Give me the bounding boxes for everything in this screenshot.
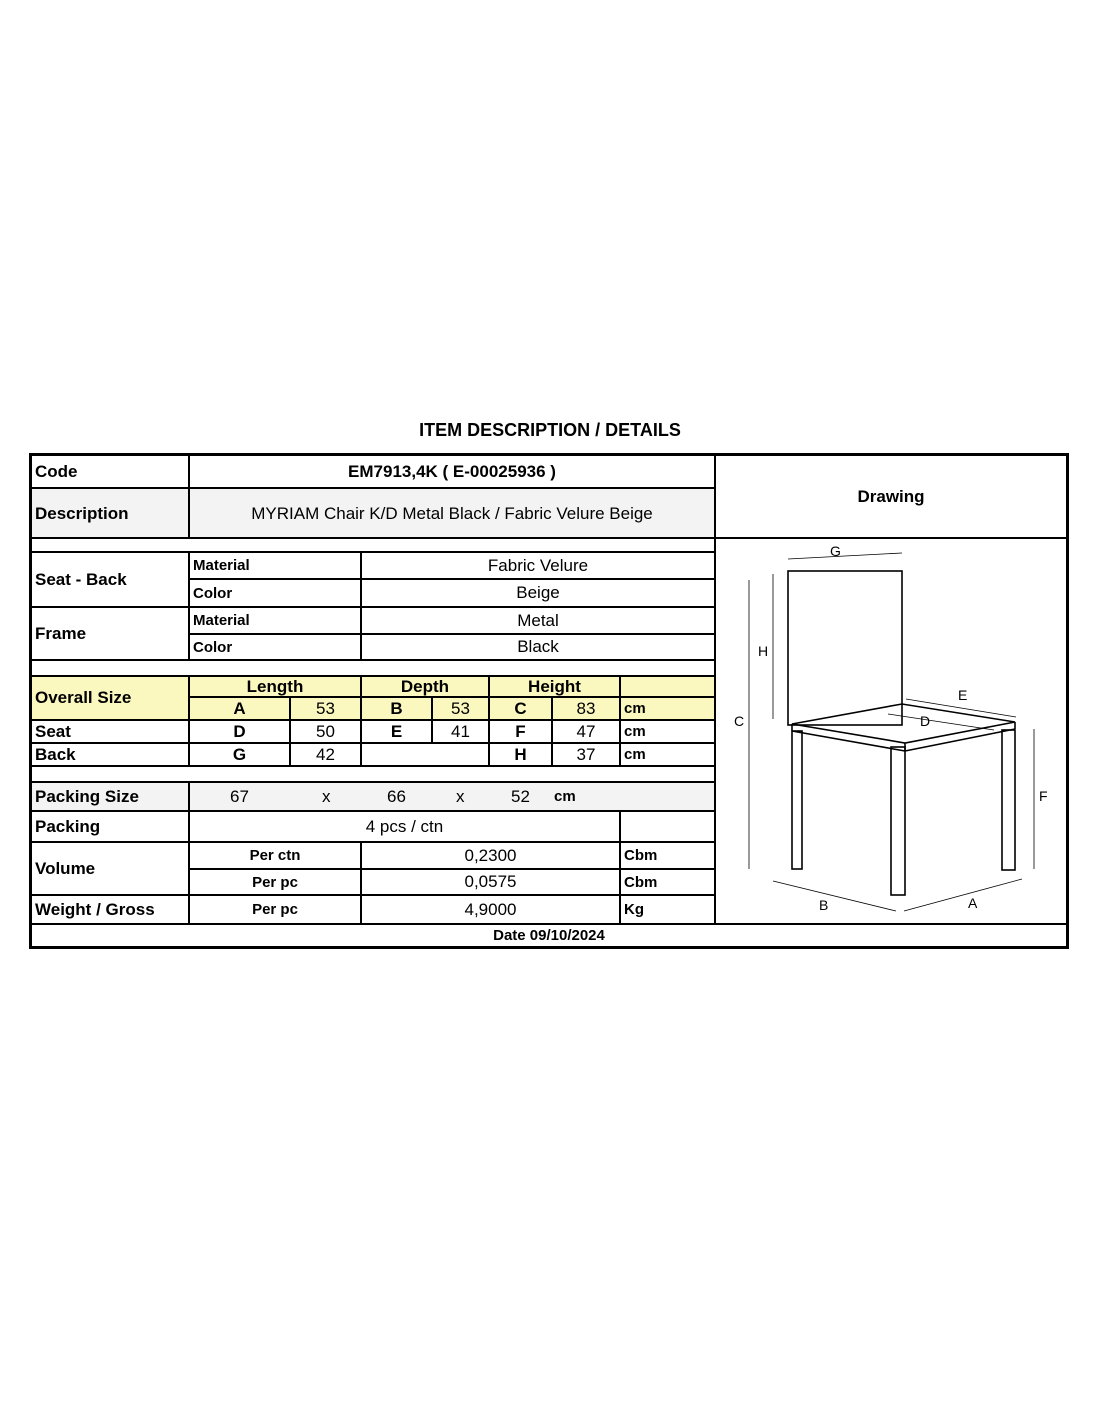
back-unit: cm bbox=[621, 744, 716, 767]
diagram-label-f: F bbox=[1039, 788, 1048, 804]
overall-unit: cm bbox=[621, 698, 716, 721]
seat-back-color-label: Color bbox=[190, 580, 362, 608]
description-label: Description bbox=[32, 489, 190, 538]
chair-leg-right bbox=[1002, 730, 1015, 870]
back-size-label: Back bbox=[32, 744, 190, 767]
diagram-label-c: C bbox=[734, 713, 745, 729]
chair-backrest bbox=[788, 571, 902, 725]
frame-label: Frame bbox=[32, 608, 190, 661]
volume-per-pc-unit: Cbm bbox=[621, 870, 716, 896]
packing-times-1: x bbox=[322, 786, 331, 806]
code-value: EM7913,4K ( E-00025936 ) bbox=[190, 456, 716, 489]
seat-depth-value: 41 bbox=[433, 721, 490, 744]
packing-size-label: Packing Size bbox=[32, 781, 190, 812]
volume-per-pc-label: Per pc bbox=[190, 870, 362, 896]
volume-label: Volume bbox=[32, 843, 190, 896]
back-depth-blank bbox=[362, 744, 490, 767]
seat-depth-key: E bbox=[362, 721, 433, 744]
packing-size-dimensions bbox=[190, 781, 716, 812]
description-value: MYRIAM Chair K/D Metal Black / Fabric Velure Beige bbox=[190, 489, 716, 538]
seat-unit: cm bbox=[621, 721, 716, 744]
volume-per-ctn-value: 0,2300 bbox=[362, 843, 621, 870]
diagram-label-h: H bbox=[758, 643, 769, 659]
frame-color-label: Color bbox=[190, 635, 362, 661]
drawing-header: Drawing bbox=[857, 487, 925, 506]
diagram-label-b: B bbox=[819, 897, 829, 913]
code-label: Code bbox=[32, 456, 190, 489]
unit-header-blank bbox=[621, 675, 716, 698]
date-footer: Date 09/10/2024 bbox=[32, 923, 1066, 946]
diagram-label-d: D bbox=[920, 713, 931, 729]
overall-size-label: Overall Size bbox=[32, 675, 190, 721]
frame-color-value: Black bbox=[362, 635, 716, 661]
packing-unit: cm bbox=[554, 788, 576, 805]
overall-height-value: 83 bbox=[553, 698, 621, 721]
weight-label: Weight / Gross bbox=[32, 896, 190, 923]
weight-unit: Kg bbox=[621, 896, 716, 923]
back-length-key: G bbox=[190, 744, 291, 767]
volume-per-pc-value: 0,0575 bbox=[362, 870, 621, 896]
seat-length-value: 50 bbox=[291, 721, 362, 744]
packing-width: 66 bbox=[387, 786, 406, 806]
packing-times-2: x bbox=[456, 786, 465, 806]
volume-per-ctn-unit: Cbm bbox=[621, 843, 716, 870]
height-header: Height bbox=[490, 675, 621, 698]
packing-value: 4 pcs / ctn bbox=[190, 812, 621, 843]
seat-height-value: 47 bbox=[553, 721, 621, 744]
back-height-key: H bbox=[490, 744, 553, 767]
overall-length-value: 53 bbox=[291, 698, 362, 721]
page-title: ITEM DESCRIPTION / DETAILS bbox=[419, 420, 681, 440]
overall-height-key: C bbox=[490, 698, 553, 721]
length-header: Length bbox=[190, 675, 362, 698]
seat-back-color-value: Beige bbox=[362, 580, 716, 608]
weight-per-pc-label: Per pc bbox=[190, 896, 362, 923]
overall-depth-value: 53 bbox=[433, 698, 490, 721]
diagram-label-e: E bbox=[958, 687, 968, 703]
packing-label: Packing bbox=[32, 812, 190, 843]
packing-height: 52 bbox=[511, 786, 530, 806]
chair-leg-front-left bbox=[891, 747, 905, 895]
packing-length: 67 bbox=[230, 786, 249, 806]
chair-leg-back-left bbox=[792, 731, 802, 869]
chair-drawing bbox=[716, 539, 1066, 923]
seat-back-material-label: Material bbox=[190, 551, 362, 580]
spec-sheet bbox=[29, 453, 1069, 949]
back-length-value: 42 bbox=[291, 744, 362, 767]
diagram-label-a: A bbox=[968, 895, 978, 911]
weight-value: 4,9000 bbox=[362, 896, 621, 923]
seat-back-label: Seat - Back bbox=[32, 551, 190, 608]
overall-length-key: A bbox=[190, 698, 291, 721]
back-height-value: 37 bbox=[553, 744, 621, 767]
overall-depth-key: B bbox=[362, 698, 433, 721]
frame-material-label: Material bbox=[190, 608, 362, 635]
depth-header: Depth bbox=[362, 675, 490, 698]
volume-per-ctn-label: Per ctn bbox=[190, 843, 362, 870]
seat-back-material-value: Fabric Velure bbox=[362, 551, 716, 580]
packing-unit-blank bbox=[621, 812, 716, 843]
seat-height-key: F bbox=[490, 721, 553, 744]
seat-length-key: D bbox=[190, 721, 291, 744]
diagram-label-g: G bbox=[830, 543, 841, 559]
frame-material-value: Metal bbox=[362, 608, 716, 635]
seat-size-label: Seat bbox=[32, 721, 190, 744]
